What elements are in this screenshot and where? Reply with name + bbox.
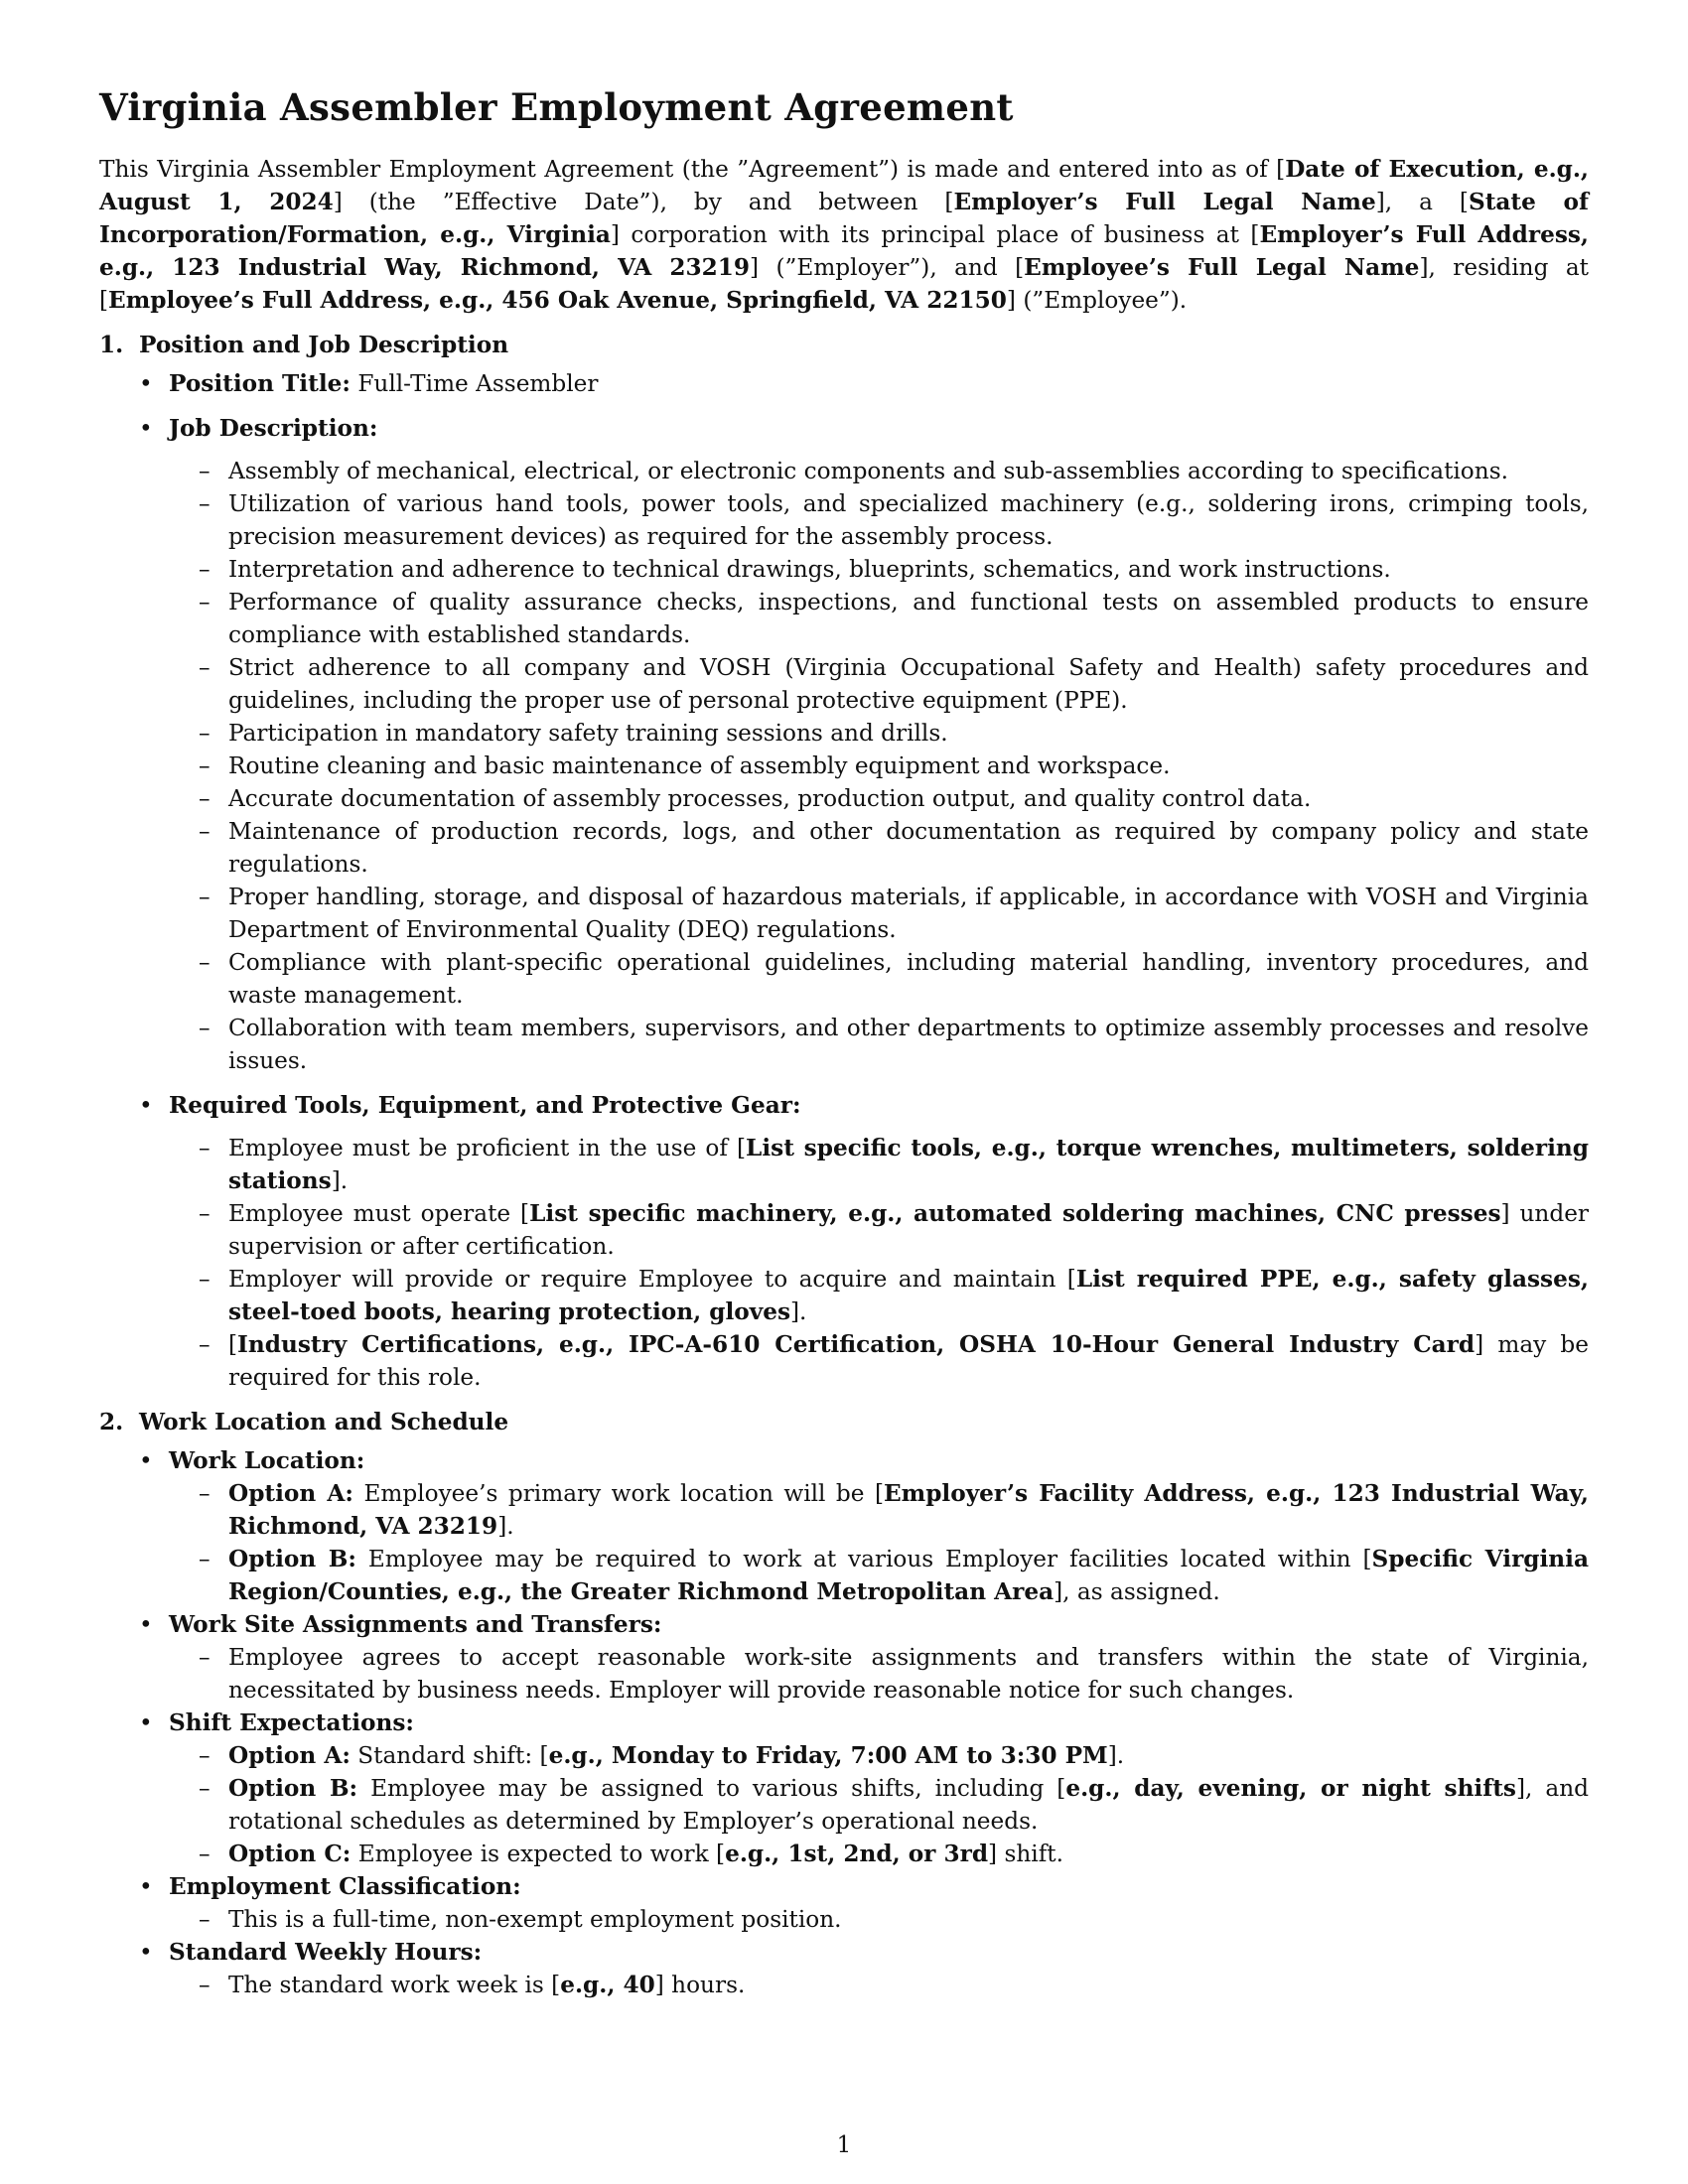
bullet-label: Shift Expectations: [169,1709,414,1737]
text-run: ] under supervision or after certification. [228,1200,1589,1261]
bullet-item [169,1444,1589,1608]
dash-item [228,1772,1589,1838]
text-run: Performance of quality assurance checks, inspections, and functional tests on assembled products to ensure compliance with established standards. [228,589,1589,649]
text-run: ]. [790,1298,807,1326]
bullet-label: Work Location: [169,1447,365,1475]
placeholder-field: Specific Virginia Region/Counties, e.g., the Greater Richmond Metropolitan Area [228,1546,1589,1606]
dash-item [228,553,1589,586]
dash-item [228,1543,1589,1608]
intro-paragraph [99,153,1589,317]
text-run: ], and rotational schedules as determined by Employer’s operational needs. [228,1775,1590,1836]
dash-list [169,1641,1589,1706]
dash-item [228,1012,1589,1077]
text-run: ] (the ”Effective Date”), by and between [ [333,189,954,216]
bullet-value: Full-Time Assembler [350,370,599,398]
bullet-item [169,1936,1589,2001]
placeholder-field: Employee’s Full Legal Name [1024,254,1420,282]
text-run: Employee must be proficient in the use of [ [228,1135,747,1162]
text-run: ] may be required for this role. [228,1331,1589,1392]
section-list [99,329,1589,2001]
bullet-label: Required Tools, Equipment, and Protective Gear: [169,1092,801,1120]
bullet-item [169,412,1589,1077]
dash-item [228,750,1589,782]
bullet-item [169,1870,1589,1936]
text-run: Employee’s primary work location will be [ [352,1480,884,1508]
text-run: Employee may be assigned to various shifts, including [ [357,1775,1066,1803]
dash-item [228,1739,1589,1772]
placeholder-field: e.g., 1st, 2nd, or 3rd [725,1841,989,1868]
text-run: ] (”Employee”). [1006,287,1188,315]
text-run: Employee agrees to accept reasonable work-site assignments and transfers within the state of Virginia, necessitated by business needs. Employer will provide reasonable notice for such changes. [228,1644,1589,1705]
placeholder-field: Employer’s Full Legal Name [953,189,1376,216]
section-1 [99,329,1589,1394]
text-run: ] (”Employer”), and [ [750,254,1025,282]
text-run: This Virginia Assembler Employment Agreement (the ”Agreement”) is made and entered into as of [ [99,156,1286,184]
placeholder-field: State of Incorporation/Formation, e.g., Virginia [99,189,1589,249]
dash-item [228,1263,1589,1328]
text-run: ]. [1107,1742,1125,1770]
bullet-item [169,1608,1589,1706]
dash-list [169,1739,1589,1870]
text-run: Employee is expected to work [ [351,1841,726,1868]
bullet-list [99,1444,1589,2001]
dash-item [228,1903,1589,1936]
placeholder-field: Employer’s Facility Address, e.g., 123 Industrial Way, Richmond, VA 23219 [228,1480,1589,1541]
text-run: [ [228,1331,238,1359]
placeholder-field: Option B: [228,1546,356,1573]
text-run: This is a full-time, non-exempt employment position. [228,1906,842,1934]
section-title: Work Location and Schedule [139,1409,509,1436]
dash-item [228,487,1589,553]
text-run: Maintenance of production records, logs, and other documentation as required by company policy and state regulations. [228,818,1589,879]
page-number: 1 [836,2132,852,2158]
dash-item [228,1969,1589,2001]
bullet-label: Standard Weekly Hours: [169,1939,483,1967]
text-run: Collaboration with team members, supervisors, and other departments to optimize assembly processes and resolve issues. [228,1015,1589,1075]
text-run: ]. [331,1167,349,1195]
document-page [99,85,1589,2007]
placeholder-field: List specific machinery, e.g., automated soldering machines, CNC presses [529,1200,1501,1228]
placeholder-field: e.g., day, evening, or night shifts [1065,1775,1516,1803]
placeholder-field: List required PPE, e.g., safety glasses, steel-toed boots, hearing protection, gloves [228,1266,1589,1326]
dash-item [228,1838,1589,1870]
bullet-label: Position Title: [169,370,351,398]
text-run: Compliance with plant-specific operational guidelines, including material handling, inventory procedures, and waste management. [228,949,1589,1010]
dash-item [228,651,1589,717]
bullet-item [169,367,1589,400]
text-run: ] hours. [654,1972,746,1999]
dash-list [169,1477,1589,1608]
text-run: Employee may be required to work at various Employer facilities located within [ [355,1546,1372,1573]
text-run: Routine cleaning and basic maintenance of assembly equipment and workspace. [228,752,1171,780]
text-run: Interpretation and adherence to technical drawings, blueprints, schematics, and work instructions. [228,556,1391,584]
section-heading [99,329,1589,361]
bullet-label: Employment Classification: [169,1873,521,1901]
dash-list [169,455,1589,1077]
dash-list [169,1132,1589,1394]
dash-list [169,1969,1589,2001]
bullet-list [99,367,1589,1394]
placeholder-field: Employer’s Full Address, e.g., 123 Industrial Way, Richmond, VA 23219 [99,221,1590,282]
text-run: Participation in mandatory safety training sessions and drills. [228,720,948,748]
placeholder-field: Option A: [228,1742,351,1770]
placeholder-field: List specific tools, e.g., torque wrenches, multimeters, soldering stations [228,1135,1589,1195]
text-run: ]. [497,1513,514,1541]
text-run: Proper handling, storage, and disposal of hazardous materials, if applicable, in accordance with VOSH and Virginia Department of Environmental Quality (DEQ) regulations. [228,884,1589,944]
section-number: 1. [99,332,124,359]
text-run: ] shift. [988,1841,1063,1868]
dash-item [228,586,1589,651]
dash-item [228,1197,1589,1263]
bullet-label: Job Description: [169,415,378,443]
dash-item [228,1641,1589,1706]
text-run: ] corporation with its principal place of business at [ [610,221,1260,249]
text-run: Strict adherence to all company and VOSH (Virginia Occupational Safety and Health) safety procedures and guidelines, including the proper use of personal protective equipment (PPE). [228,654,1589,715]
text-run: ], a [ [1375,189,1469,216]
dash-list [169,1903,1589,1936]
placeholder-field: Option A: [228,1480,353,1508]
placeholder-field: Option B: [228,1775,358,1803]
dash-item [228,717,1589,750]
text-run: Standard shift: [ [350,1742,549,1770]
dash-item [228,946,1589,1012]
text-run: ], residing at [ [99,254,1589,315]
bullet-label: Work Site Assignments and Transfers: [169,1611,662,1639]
document-title: Virginia Assembler Employment Agreement [99,85,1014,129]
section-heading [99,1406,1589,1438]
text-run: The standard work week is [ [228,1972,561,1999]
dash-item [228,1132,1589,1197]
dash-item [228,1328,1589,1394]
dash-item [228,1477,1589,1543]
placeholder-field: e.g., Monday to Friday, 7:00 AM to 3:30 PM [548,1742,1108,1770]
dash-item [228,782,1589,815]
text-run: Assembly of mechanical, electrical, or electronic components and sub-assemblies according to specifications. [228,458,1508,485]
section-number: 2. [99,1409,124,1436]
bullet-item [169,1089,1589,1394]
placeholder-field: Industry Certifications, e.g., IPC-A-610 Certification, OSHA 10-Hour General Industry Card [237,1331,1476,1359]
placeholder-field: Date of Execution, e.g., August 1, 2024 [99,156,1589,216]
section-2 [99,1406,1589,2001]
section-title: Position and Job Description [139,332,509,359]
text-run: Employee must operate [ [228,1200,530,1228]
placeholder-field: Employee’s Full Address, e.g., 456 Oak Avenue, Springfield, VA 22150 [108,287,1007,315]
dash-item [228,881,1589,946]
text-run: Accurate documentation of assembly processes, production output, and quality control data. [228,785,1312,813]
placeholder-field: e.g., 40 [560,1972,655,1999]
text-run: Utilization of various hand tools, power tools, and specialized machinery (e.g., soldering irons, crimping tools, precision measurement devices) as required for the assembly process. [228,490,1589,551]
dash-item [228,455,1589,487]
dash-item [228,815,1589,881]
bullet-item [169,1706,1589,1870]
text-run: ], as assigned. [1054,1578,1220,1606]
text-run: Employer will provide or require Employee to acquire and maintain [ [228,1266,1076,1294]
placeholder-field: Option C: [228,1841,352,1868]
